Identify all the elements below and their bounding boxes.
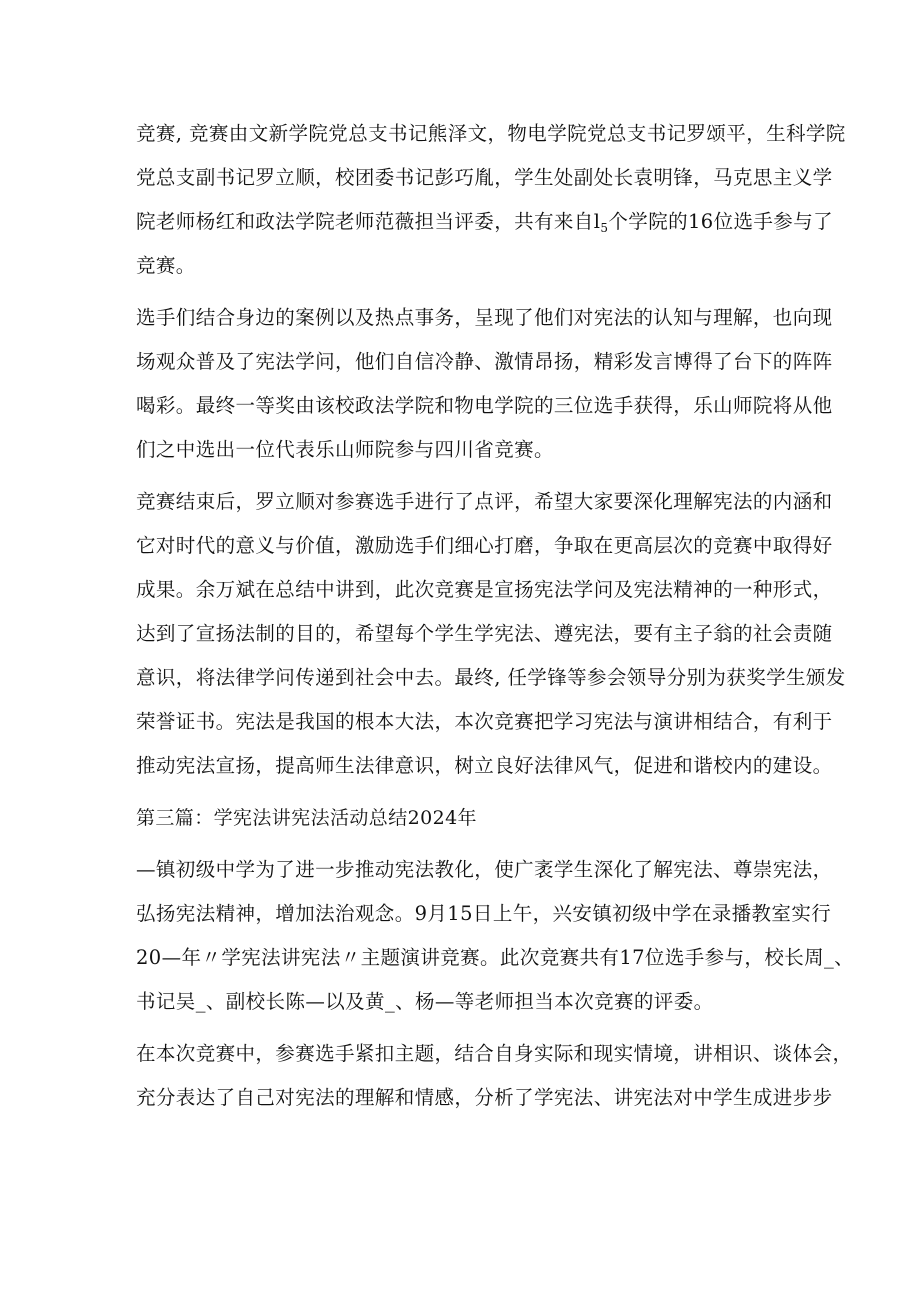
text-line: 达到了宣扬法制的目的，希望每个学生学宪法、遵宪法，要有主子翁的社会责随 bbox=[136, 622, 833, 645]
text-line: 它对时代的意义与价值，激励选手们细心打磨，争取在更高层次的竞赛中取得好 bbox=[136, 534, 833, 557]
text-line: 竞赛, 竞赛由文新学院党总支书记熊泽文，物电学院党总支书记罗颂平，生科学院 bbox=[136, 122, 846, 145]
document-body bbox=[136, 112, 855, 1128]
section-heading bbox=[136, 796, 796, 840]
paragraph-contestants bbox=[136, 296, 833, 472]
paragraph-competition bbox=[136, 848, 855, 1024]
text-line: —镇初级中学为了进一步推动宪法教化，使广袤学生深化了解宪法、尊崇宪法， bbox=[136, 858, 833, 881]
text-line: 成果。余万斌在总结中讲到，此次竞赛是宣扬宪法学问及宪法精神的一种形式， bbox=[136, 578, 833, 601]
paragraph-judges bbox=[136, 112, 846, 288]
text-line: 们之中选出一位代表乐山师院参与四川省竞赛。 bbox=[136, 438, 554, 461]
text-line bbox=[136, 200, 834, 244]
text-line: 竞赛结束后，罗立顺对参赛选手进行了点评，希望大家要深化理解宪法的内涵和 bbox=[136, 490, 833, 513]
text-line: 选手们结合身边的案例以及热点事务，呈现了他们对宪法的认知与理解，也向现 bbox=[136, 306, 833, 329]
text-line: 荣誉证书。宪法是我国的根本大法，本次竞赛把学习宪法与演讲相结合，有利于 bbox=[136, 710, 833, 733]
text-segment: 院老师杨红和政法学院老师范薇担当评委，共有来自 bbox=[136, 210, 594, 233]
text-line: 充分表达了自己对宪法的理解和情感，分析了学宪法、讲宪法对中学生成进步步 bbox=[136, 1086, 833, 1109]
text-segment: 个学院的16位选手参与了 bbox=[608, 210, 834, 233]
text-line: 竞赛。 bbox=[136, 254, 196, 277]
text-line: 20—年〃学宪法讲宪法〃主题演讲竞赛。此次竞赛共有17位选手参与，校长周_、 bbox=[136, 946, 855, 969]
text-line: 场观众普及了宪法学问，他们自信冷静、激情昂扬，精彩发言博得了台下的阵阵 bbox=[136, 350, 833, 373]
heading-text: 第三篇：学宪法讲宪法活动总结2024年 bbox=[136, 807, 477, 829]
text-line: 意识，将法律学问传递到社会中去。最终, 任学锋等参会领导分别为获奖学生颁发 bbox=[136, 666, 846, 689]
paragraph-analysis bbox=[136, 1032, 853, 1120]
paragraph-closing bbox=[136, 480, 846, 788]
subscript-text: 5 bbox=[600, 221, 609, 235]
text-line: 在本次竞赛中，参赛选手紧扣主题，结合自身实际和现实情境，讲相识、谈体会， bbox=[136, 1042, 853, 1065]
text-line: 喝彩。最终一等奖由该校政法学院和物电学院的三位选手获得，乐山师院将从他 bbox=[136, 394, 833, 417]
text-segment: l bbox=[593, 210, 601, 233]
text-line: 书记吴_、副校长陈—以及黄_、杨—等老师担当本次竞赛的评委。 bbox=[136, 990, 714, 1013]
text-line: 党总支副书记罗立顺，校团委书记彭巧胤，学生处副处长袁明锋，马克思主义学 bbox=[136, 166, 833, 189]
text-line: 弘扬宪法精神，增加法治观念。9月15日上午，兴安镇初级中学在录播教室实行 bbox=[136, 902, 832, 925]
text-line: 推动宪法宣扬，提高师生法律意识，树立良好法律风气，促进和谐校内的建设。 bbox=[136, 754, 833, 777]
